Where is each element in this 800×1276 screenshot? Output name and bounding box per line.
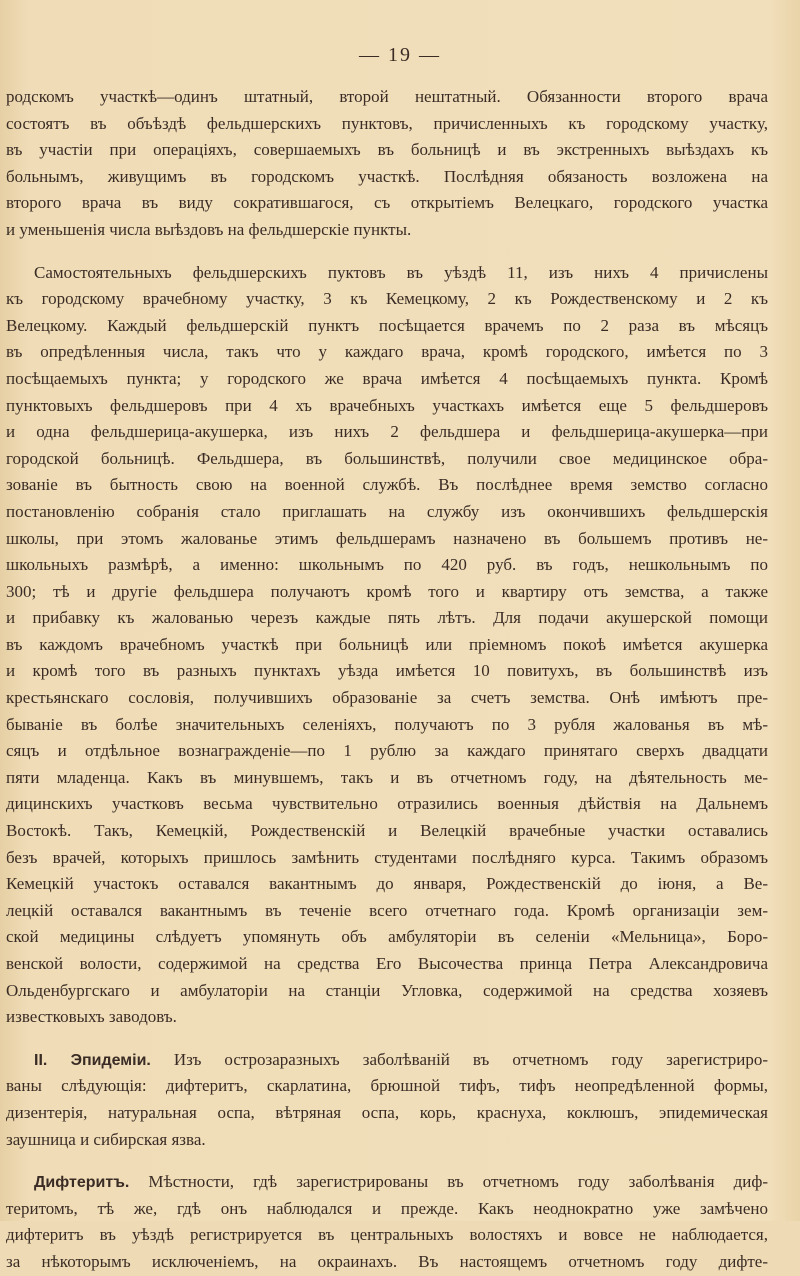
text-line: дифтеритъ въ уѣздѣ регистрируется въ центральныхъ волостяхъ и вовсе не наблюдается,	[6, 1225, 768, 1245]
text-line: Ольденбургскаго и амбулаторіи на станціи Угловка, содержимой на средства хозяевъ	[6, 980, 768, 1000]
text-line: въ опредѣленныя числа, такъ что у каждаго врача, кромѣ городского, имѣется по 3	[6, 342, 768, 362]
text-line: больнымъ, живущимъ въ городскомъ участкѣ. Послѣдняя обязаность возложена на	[6, 166, 768, 186]
text-line	[6, 1047, 768, 1074]
paragraph-epidemics	[6, 1047, 768, 1153]
text-line: постановленію собранія стало приглашать на службу изъ окончившихъ фельдшерскія	[6, 501, 768, 521]
text-line: Кемецкій участокъ оставался вакантнымъ до января, Рождественскій до іюня, а Ве-	[6, 874, 768, 894]
paragraph-diphtheria	[6, 1169, 768, 1275]
text-line: заушница и сибирская язва.	[6, 1129, 206, 1149]
text-line: школьныхъ размѣрѣ, а именно: школьнымъ по 420 руб. въ годъ, нешкольнымъ по	[6, 555, 768, 575]
text-line: венской волости, содержимой на средства Его Высочества принца Петра Александровича	[6, 954, 768, 973]
text-run: Мѣстности, гдѣ зарегистрированы въ отчетномъ году заболѣванія диф-	[148, 1172, 768, 1192]
text-line: къ городскому врачебному участку, 3 къ Кемецкому, 2 къ Рождественскому и 2 къ	[6, 289, 768, 309]
text-line: и прибавку къ жалованью черезъ каждые пять лѣтъ. Для подачи акушерской помощи	[6, 608, 768, 628]
text-run: Изъ острозаразныхъ заболѣваній въ отчетномъ году зарегистриро-	[173, 1049, 768, 1069]
text-line: 300; тѣ и другіе фельдшера получаютъ кромѣ того и квартиру отъ земства, а также	[6, 581, 768, 601]
text-line: и кромѣ того въ разныхъ пунктахъ уѣзда имѣется 10 повитухъ, въ большинствѣ изъ	[6, 661, 768, 681]
paragraph-1	[6, 84, 768, 244]
text-line: дизентерія, натуральная оспа, вѣтряная оспа, корь, краснуха, коклюшъ, эпидемическая	[6, 1102, 768, 1122]
text-line: сяцъ и отдѣльное вознагражденіе—по 1 рублю за каждаго принятаго сверхъ двадцати	[6, 741, 768, 761]
section-heading: II. Эпидеміи.	[34, 1051, 151, 1069]
text-line: зованіе въ бытность свою на военной службѣ. Въ послѣднее время земство согласно	[6, 475, 768, 495]
text-line: за нѣкоторымъ исключеніемъ, на окраинахъ. Въ настоящемъ отчетномъ году дифте-	[6, 1251, 768, 1271]
text-line: теритомъ, тѣ же, гдѣ онъ наблюдался и прежде. Какъ неоднократно уже замѣчено	[6, 1198, 768, 1218]
text-line: состоятъ въ объѣздѣ фельдшерскихъ пунктовъ, причисленныхъ къ городскому участку,	[6, 113, 768, 133]
text-line: школы, при этомъ жалованье этимъ фельдшерамъ назначено въ большемъ противъ не-	[6, 528, 768, 548]
text-line: бываніе въ болѣе значительныхъ селеніяхъ, получаютъ по 3 рубля жалованья въ мѣ-	[6, 714, 768, 734]
paragraph-2	[6, 260, 768, 1031]
text-line: въ каждомъ врачебномъ участкѣ при больницѣ или пріемномъ покоѣ имѣется акушерка	[6, 634, 768, 654]
text-line: ской медицины слѣдуетъ упомянуть объ амбуляторіи въ селеніи «Мельница», Боро-	[6, 927, 768, 947]
text-line: и уменьшенія числа выѣздовъ на фельдшерскіе пункты.	[6, 219, 412, 239]
text-line: лецкій оставался вакантнымъ въ теченіе всего отчетнаго года. Кромѣ организаціи зем-	[6, 900, 768, 920]
text-line: городской больницѣ. Фельдшера, въ большинствѣ, получили свое медицинское обра-	[6, 448, 768, 468]
text-line: Самостоятельныхъ фельдшерскихъ пуктовъ въ уѣздѣ 11, изъ нихъ 4 причислены	[34, 262, 768, 282]
page-text	[6, 84, 768, 1276]
text-line: известковыхъ заводовъ.	[6, 1007, 177, 1027]
text-line: въ участіи при операціяхъ, совершаемыхъ въ больницѣ и въ экстренныхъ выѣздахъ къ	[6, 140, 768, 160]
text-line	[6, 1169, 768, 1196]
text-line: ваны слѣдующія: дифтеритъ, скарлатина, брюшной тифъ, тифъ неопредѣленной формы,	[6, 1076, 768, 1096]
page-number: — 19 —	[359, 44, 441, 66]
text-line: Востокѣ. Такъ, Кемецкій, Рождественскій и Велецкій врачебные участки оставались	[6, 821, 768, 841]
text-line: пунктовыхъ фельдшеровъ при 4 хъ врачебныхъ участкахъ имѣется еще 5 фельдшеровъ	[6, 395, 768, 415]
text-line: крестьянскаго сословія, получившихъ образованіе за счетъ земства. Онѣ имѣютъ пре-	[6, 688, 768, 708]
text-line: второго врача въ виду сократившагося, съ открытіемъ Велецкаго, городского участка	[6, 193, 768, 213]
text-line: посѣщаемыхъ пункта; у городского же врача имѣется 4 посѣщаемыхъ пункта. Кромѣ	[6, 368, 768, 388]
text-line: и одна фельдшерица-акушерка, изъ нихъ 2 фельдшера и фельдшерица-акушерка—при	[6, 422, 768, 442]
text-line: пяти младенца. Какъ въ минувшемъ, такъ и въ отчетномъ году, на дѣятельность ме-	[6, 767, 768, 787]
text-line: безъ врачей, которыхъ пришлось замѣнить студентами послѣдняго курса. Такимъ образомъ	[6, 847, 768, 867]
text-line: дицинскихъ участковъ весьма чувствительно отразились военныя дѣйствія на Дальнемъ	[6, 794, 768, 814]
text-line: Велецкому. Каждый фельдшерскій пунктъ посѣщается врачемъ по 2 раза въ мѣсяцъ	[6, 315, 768, 335]
text-line: родскомъ участкѣ—одинъ штатный, второй нештатный. Обязанности второго врача	[6, 87, 768, 106]
subsection-heading: Дифтеритъ.	[34, 1174, 130, 1192]
